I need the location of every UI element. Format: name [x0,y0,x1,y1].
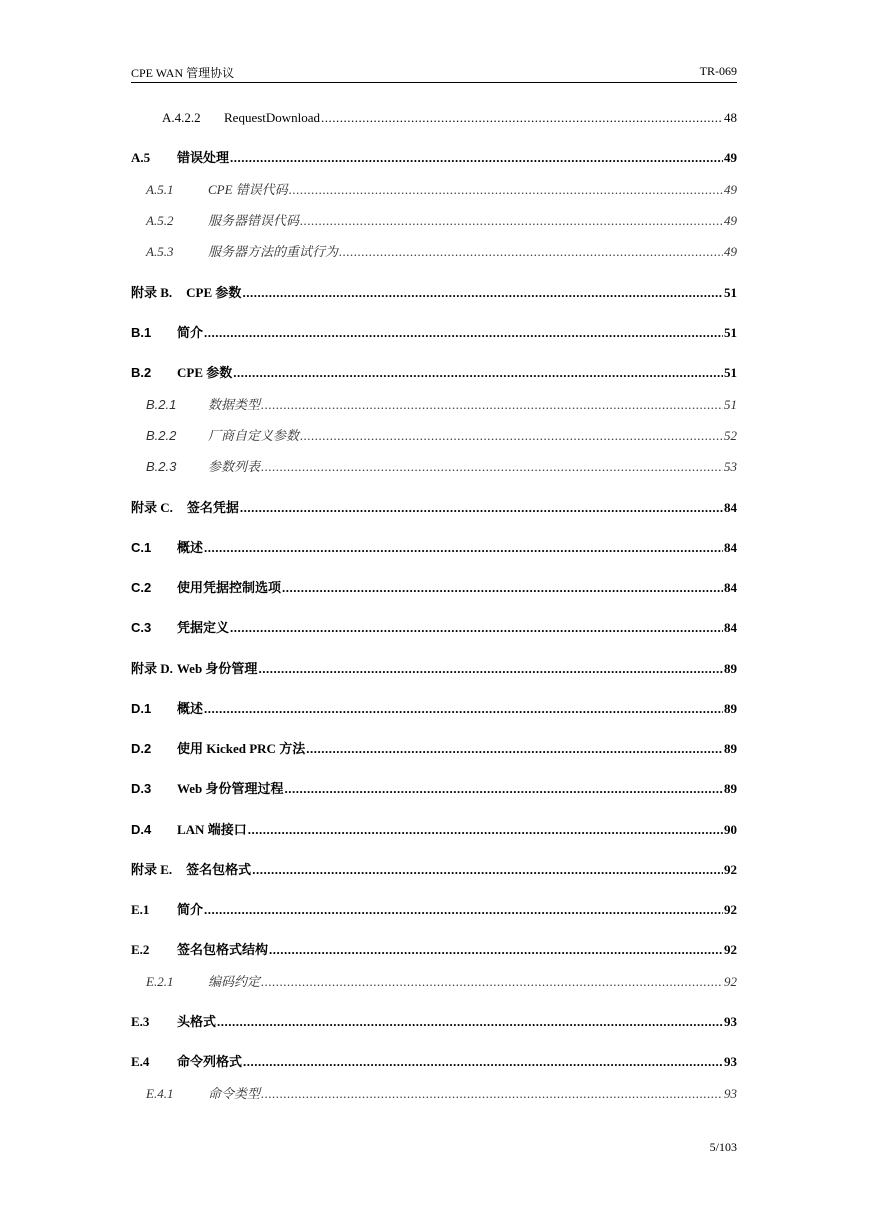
toc-title: 概述 [177,701,204,716]
toc-page: 92 [724,974,737,989]
toc-entry[interactable] [131,106,737,126]
toc-entry[interactable] [131,281,737,301]
toc-page: 49 [724,244,737,259]
toc-entry[interactable] [131,361,737,381]
toc-entry[interactable] [131,240,737,260]
toc-title: 参数列表 [208,459,261,474]
toc-entry[interactable] [131,1010,737,1030]
toc-title: 凭据定义 [177,620,230,635]
toc-title: 命令列格式 [177,1054,243,1069]
toc-title: 使用凭据控制选项 [177,580,282,595]
page-header [131,62,737,83]
toc-number: B.2.1 [146,397,177,412]
toc-entry[interactable] [131,496,737,516]
toc-number: 附录 E. [131,862,173,877]
toc-leader [261,1086,723,1102]
toc-page: 89 [724,701,737,716]
toc-number: D.3 [131,781,152,796]
toc-entry[interactable] [131,321,737,341]
toc-title: CPE 参数 [186,285,242,300]
toc-title: 命令类型 [208,1086,261,1101]
toc-leader [230,620,723,636]
toc-number: E.2 [131,942,150,957]
toc-title: 编码约定 [208,974,261,989]
toc-entry[interactable] [131,146,737,166]
toc-number: A.5 [131,150,151,165]
toc-number: 附录 B. [131,285,173,300]
toc-leader [300,213,723,229]
toc-leader [243,1054,723,1070]
toc-entry[interactable] [131,737,737,757]
toc-entry[interactable] [131,777,737,797]
toc-leader [204,325,723,341]
toc-page: 89 [724,661,737,676]
toc-page: 93 [724,1014,737,1029]
toc-number: E.2.1 [146,974,174,989]
toc-entry[interactable] [131,938,737,958]
toc-leader [204,902,723,918]
toc-number: E.1 [131,902,150,917]
toc-number: A.5.2 [146,213,174,228]
toc-title: 使用 Kicked PRC 方法 [177,741,306,756]
toc-page: 84 [724,540,737,555]
toc-title: 简介 [177,902,204,917]
toc-entry[interactable] [131,536,737,556]
toc-leader [242,285,723,301]
toc-number: D.4 [131,822,152,837]
toc-page: 90 [724,822,737,837]
toc-page: 93 [724,1054,737,1069]
toc-page: 89 [724,741,737,756]
toc-title: 概述 [177,540,204,555]
toc-title: 厂商自定义参数 [208,428,300,443]
toc-entry[interactable] [131,657,737,677]
toc-page: 52 [724,428,737,443]
toc-page: 49 [724,182,737,197]
document-title: CPE WAN 管理协议 [131,66,235,80]
toc-number: B.2.3 [146,459,177,474]
toc-title: 签名凭据 [186,500,239,515]
toc-entry[interactable] [131,393,737,413]
toc-page: 92 [724,942,737,957]
toc-leader [306,741,723,757]
toc-number: 附录 C. [131,500,173,515]
toc-leader [217,1014,723,1030]
toc-leader [252,862,723,878]
toc-entry[interactable] [131,576,737,596]
toc-page: 84 [724,500,737,515]
toc-number: B.2.2 [146,428,177,443]
toc-page: 51 [724,325,737,340]
toc-leader [339,244,723,260]
toc-entry[interactable] [131,858,737,878]
toc-leader [261,459,723,475]
toc-title: 服务器错误代码 [208,213,300,228]
toc-page: 51 [724,365,737,380]
toc-leader [230,150,723,166]
toc-entry[interactable] [131,818,737,838]
toc-entry[interactable] [131,424,737,444]
toc-title: 签名包格式 [186,862,252,877]
toc-number: D.1 [131,701,152,716]
toc-page: 92 [724,862,737,877]
toc-title: 头格式 [177,1014,217,1029]
toc-entry[interactable] [131,1082,737,1102]
toc-page: 92 [724,902,737,917]
toc-title: 服务器方法的重试行为 [208,244,339,259]
document-id: TR-069 [699,64,737,78]
toc-entry[interactable] [131,209,737,229]
toc-title: 错误处理 [177,150,230,165]
toc-number: E.3 [131,1014,150,1029]
toc-number: E.4 [131,1054,150,1069]
toc-page: 49 [724,150,737,165]
toc-page: 53 [724,459,737,474]
toc-title: 签名包格式结构 [177,942,269,957]
toc-page: 84 [724,620,737,635]
toc-title: 简介 [177,325,204,340]
toc-page: 51 [724,285,737,300]
toc-number: D.2 [131,741,152,756]
toc-title: 数据类型 [208,397,261,412]
toc-title: CPE 错误代码 [208,182,288,197]
toc-entry[interactable] [131,697,737,717]
toc-title: LAN 端接口 [177,822,247,837]
toc-page: 93 [724,1086,737,1101]
toc-title: CPE 参数 [177,365,233,380]
toc-number: E.4.1 [146,1086,174,1101]
toc-page: 49 [724,213,737,228]
toc-leader [300,428,723,444]
toc-page: 51 [724,397,737,412]
toc-leader [282,580,723,596]
toc-leader [289,182,723,198]
toc-leader [321,110,723,126]
toc-entry[interactable] [131,898,737,918]
toc-entry[interactable] [131,178,737,198]
toc-entry[interactable] [131,970,737,990]
toc-number: B.2 [131,365,152,380]
toc-leader [261,397,723,413]
page-number: 5/103 [709,1140,737,1154]
toc-page: 48 [724,110,737,125]
toc-title: Web 身份管理过程 [177,781,284,796]
toc-title: Web 身份管理 [176,661,258,676]
toc-entry[interactable] [131,1050,737,1070]
toc-leader [240,500,723,516]
toc-leader [204,540,723,556]
toc-leader [204,701,723,717]
toc-title: RequestDownload [224,110,321,125]
toc-page: 84 [724,580,737,595]
toc-number: B.1 [131,325,152,340]
toc-leader [233,365,723,381]
toc-leader [258,661,723,677]
toc-number: C.3 [131,620,152,635]
toc-number: C.2 [131,580,152,595]
toc-entry[interactable] [131,616,737,636]
toc-leader [261,974,723,990]
toc-leader [285,781,723,797]
toc-number: C.1 [131,540,152,555]
toc-entry[interactable] [131,455,737,475]
toc-number: A.5.3 [146,244,174,259]
toc-page: 89 [724,781,737,796]
toc-leader [248,822,723,838]
toc-number: A.4.2.2 [162,110,201,125]
toc-number: 附录 D. [131,661,173,676]
toc-number: A.5.1 [146,182,174,197]
toc-leader [269,942,723,958]
